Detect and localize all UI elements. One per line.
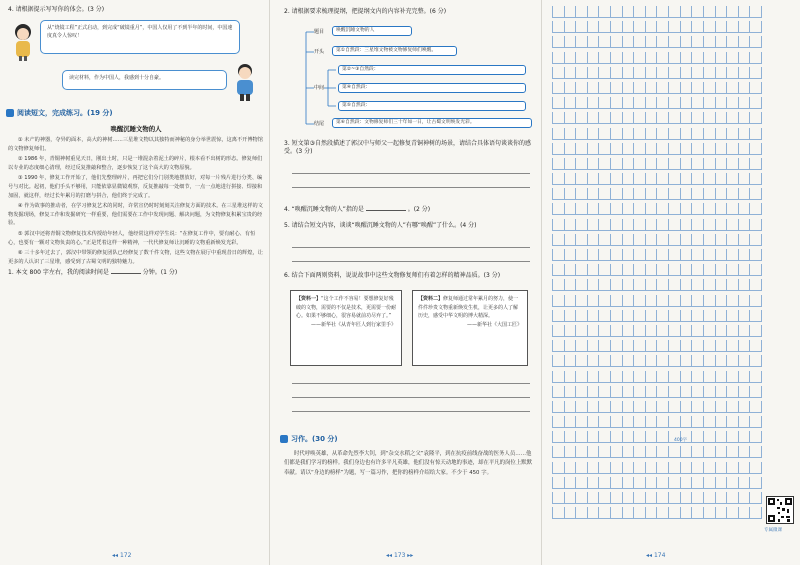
material-2-text: 修复师通过常年累月的努力，使一件件珍贵文物重新焕发生机，让更多的人了解历史，感受中华文明的博大精深。 xyxy=(418,296,519,320)
grid-row[interactable] xyxy=(552,158,762,170)
question-5-answer-lines[interactable] xyxy=(292,234,530,262)
mindmap-ending-box: 第⑥自然段：文物修复师们三十年如一日，让古蜀文明焕发光彩。 xyxy=(332,118,532,128)
page-number-middle: ◂◂ 173 ▸▸ xyxy=(386,552,414,559)
article-paragraph-6: ⑥ 三十多年过去了，郭汉中带领的修复团队已经修复了数千件文物，这些文物在展厅中重现昔日的辉煌，让更多的人认识了三星堆，感受到了古蜀文明的独特魅力。 xyxy=(8,250,263,265)
page-number-middle-text: 173 xyxy=(393,552,406,559)
mindmap-middle-item-2[interactable]: 第④自然段： xyxy=(338,83,526,93)
grid-row[interactable] xyxy=(552,249,762,261)
question-6-answer-lines[interactable] xyxy=(292,370,530,412)
grid-row[interactable] xyxy=(552,82,762,94)
section-three-title: 习作。(30 分) xyxy=(291,435,338,443)
grid-row[interactable] xyxy=(552,112,762,124)
grid-row[interactable] xyxy=(552,97,762,109)
section-two-title: 阅读短文，完成练习。(19 分) xyxy=(17,109,113,117)
question-1-label: 1. 本文 800 字左右，我的阅读时间是 xyxy=(8,269,109,277)
mindmap-middle-node: 中间 xyxy=(314,85,325,91)
middle-page xyxy=(270,0,542,565)
question-4-mid-label: 4. “唤醒沉睡文物的人”指的是 xyxy=(284,206,364,213)
grid-row[interactable] xyxy=(552,188,762,200)
question-3-answer-lines[interactable] xyxy=(292,160,530,188)
grid-400-marker: 400字 xyxy=(674,438,688,443)
mindmap-middle-item-3[interactable]: 第⑤自然段： xyxy=(338,101,526,111)
article-paragraph-4: ④ 作为故事的推动者，在学习修复艺术的同时，许常宣仍时时刻刻关注修复方面的技术。在三星堆这样的文物发掘现场，修复工作和发掘研究一样重要，他们需要在工作中发现问题、解决问题，为文物修复积累宝贵的经验。 xyxy=(8,203,263,227)
boy-illustration-icon xyxy=(232,62,258,102)
grid-row[interactable] xyxy=(552,386,762,398)
article-paragraph-5: ⑤ 郭汉中还将青铜文物修复技术传授给年轻人，他经常这样对学生说：“在修复工作中，要有耐心、有恒心，也要有一颗对文物负责的心。”正是凭着这样一种精神，一代代修复师让沉睡的文物重新焕发光彩。 xyxy=(8,230,256,246)
grid-row[interactable] xyxy=(552,279,762,291)
grid-row[interactable] xyxy=(552,401,762,413)
question-1-unit: 分钟。(1 分) xyxy=(142,269,178,277)
essay-writing-grid[interactable] xyxy=(552,6,762,522)
grid-row[interactable] xyxy=(552,128,762,140)
grid-row[interactable] xyxy=(552,67,762,79)
mindmap-middle-item-1[interactable]: 第②~③自然段： xyxy=(338,65,526,75)
mindmap-opening-box: 第①自然段：三星堆文物被文物修复师们唤醒。 xyxy=(332,46,457,56)
section-two-header xyxy=(6,108,113,118)
mindmap-title-box: 唤醒沉睡文物的人 xyxy=(332,26,412,36)
right-page xyxy=(542,0,800,565)
grid-row[interactable] xyxy=(552,477,762,489)
material-1-title: 【资料一】 xyxy=(296,296,322,302)
speech-bubble-girl: 从“烧镜工程”正式启动，到完成“破镜重月”，中国人仅用了不到半年的时间，中国速度真令人惊叹！ xyxy=(40,20,240,54)
girl-illustration-icon xyxy=(10,22,36,62)
grid-row[interactable] xyxy=(552,355,762,367)
grid-row[interactable] xyxy=(552,446,762,458)
question-5-label: 5. 请结合短文内容，谈谈“唤醒沉睡文物的人”有哪“唤醒”了什么。(4 分) xyxy=(284,222,477,229)
material-2-source: ——新华社《大国工匠》 xyxy=(466,321,522,328)
grid-row[interactable] xyxy=(552,36,762,48)
grid-row[interactable] xyxy=(552,507,762,519)
grid-row[interactable] xyxy=(552,325,762,337)
mindmap xyxy=(284,22,534,134)
grid-row[interactable] xyxy=(552,234,762,246)
question-1-blank[interactable] xyxy=(111,273,141,274)
question-2-label: 2. 请根据要求梳理提纲，把提纲文内的内容补充完整。(6 分) xyxy=(284,8,447,15)
article-paragraph-2: ② 1986 年，青铜神树重见天日，刚出土时，只是一堆混杂着泥土的碎片，根本看不出树的形态。修复师们以专业的态度细心清理，经过反复推敲和整合，逐步恢复了这个高大的文物原貌。 xyxy=(8,156,263,171)
material-2-title: 【资料二】 xyxy=(418,296,444,302)
material-1-text: “这个工作不容易！要想修复好残破的文物，需要的不仅是技术，更需要一份耐心。如果不够细心，很容易就前功尽弃了。” xyxy=(296,296,397,320)
speech-bubble-boy-text: 读完材料，作为中国人，我感到十分自豪。 xyxy=(69,75,165,81)
grid-row[interactable] xyxy=(552,492,762,504)
page-number-left-text: 172 xyxy=(119,552,132,559)
grid-row[interactable] xyxy=(552,203,762,215)
page-number-right: ◂◂ 174 xyxy=(646,552,666,559)
material-1-source: ——新华社《从青年匠人到行家里手》 xyxy=(310,321,396,328)
question-4-mid-suffix: 。(2 分) xyxy=(407,206,431,213)
grid-row[interactable] xyxy=(552,295,762,307)
page-number-right-text: 174 xyxy=(653,552,666,559)
grid-row[interactable] xyxy=(552,340,762,352)
material-2-box xyxy=(412,290,528,366)
question-4-mid xyxy=(284,206,534,214)
material-1-box xyxy=(290,290,402,366)
section-three-header xyxy=(280,434,338,444)
question-4-label: 4. 请根据提示写写你的体会。(3 分) xyxy=(8,6,105,13)
grid-row[interactable] xyxy=(552,6,762,18)
grid-row[interactable] xyxy=(552,52,762,64)
article-paragraph-3: ③ 1990 年，修复工作开始了，他们先整理碎片，再把它们分门别类地摆放好，对每一片残片进行分类、编号与对比。起初，他们手头不够用，只能依靠显微镜观察，反复推敲每一处细节，一点一点地进行拼接、焊接和加固，就这样，经过长年累月的打磨与拼合，他们终于完成了。 xyxy=(8,175,263,199)
mindmap-ending-node: 结尾 xyxy=(314,121,325,127)
section-marker-icon xyxy=(6,109,14,117)
mindmap-title-node: 题目 xyxy=(314,29,325,35)
left-page xyxy=(0,0,270,565)
question-3-label: 3. 短文第③自然段描述了郭汉中与师父一起修复青铜神树的场景，请结合具体语句谈谈你的感受。(3 分) xyxy=(284,140,532,155)
grid-row[interactable] xyxy=(552,462,762,474)
qr-caption: 专属微课 xyxy=(764,528,782,533)
grid-row[interactable] xyxy=(552,416,762,428)
grid-row[interactable] xyxy=(552,21,762,33)
page-number-left: ◂◂ 172 xyxy=(112,552,132,559)
section-marker-icon-2 xyxy=(280,435,288,443)
article xyxy=(8,124,264,277)
grid-row[interactable] xyxy=(552,431,762,443)
mindmap-opening-node: 开头 xyxy=(314,49,325,55)
grid-row[interactable] xyxy=(552,143,762,155)
grid-row[interactable] xyxy=(552,310,762,322)
article-title: 唤醒沉睡文物的人 xyxy=(110,125,162,133)
essay-prompt: 时代呼唤英雄，从革命先烈李大钊，到“杂交水稻之父”袁隆平，到在抗疫前线奋战的医务人员……他们都是我们学习的榜样。我们身边也有许多平凡英雄，他们没有惊天动地的事迹，却在平凡的岗位上默默奉献。请以“身边的榜样”为题，写一篇习作，把你的榜样介绍给大家。不少于 450 字。 xyxy=(284,451,532,476)
question-1 xyxy=(8,269,264,277)
speech-bubble-boy xyxy=(62,70,227,90)
grid-row[interactable] xyxy=(552,173,762,185)
qr-code-icon[interactable] xyxy=(766,496,794,524)
article-paragraph-1: ① 未产的神器，夺异的面本，高大的神树……三星堆文物以其独特而神秘的身分举世震惊，这离不开博物馆的文物修复师们。 xyxy=(8,137,263,152)
grid-row[interactable] xyxy=(552,371,762,383)
question-6-label: 6. 结合下面两则资料，说说故事中这些文物修复师们有着怎样的精神品质。(3 分) xyxy=(284,272,501,279)
grid-row[interactable] xyxy=(552,219,762,231)
grid-row[interactable] xyxy=(552,264,762,276)
question-4-mid-blank[interactable] xyxy=(366,210,406,211)
